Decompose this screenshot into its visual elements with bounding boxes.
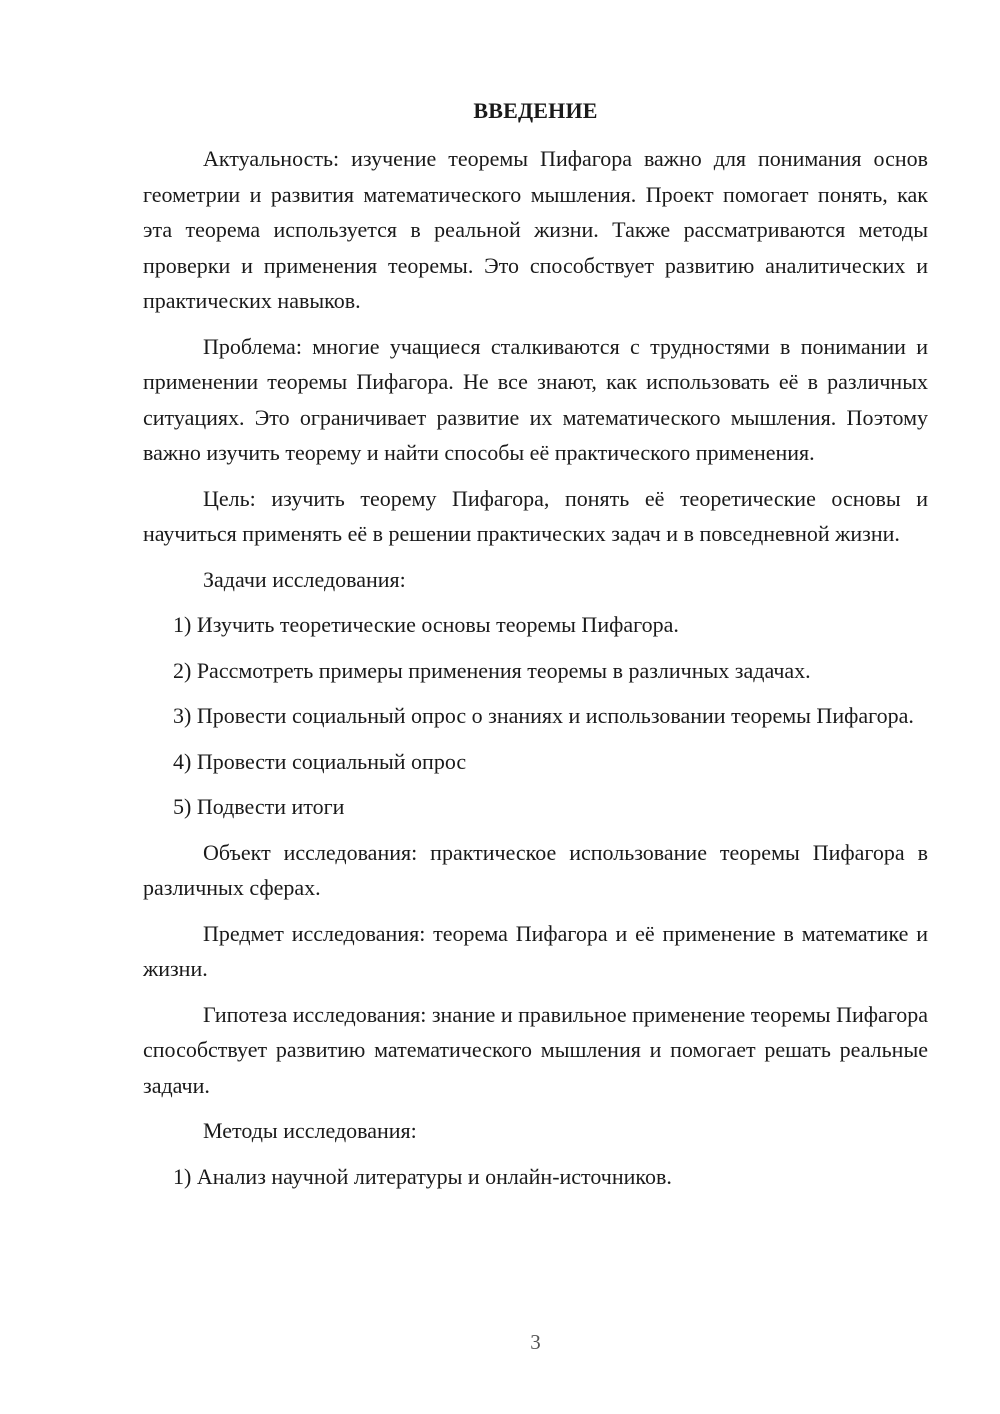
object-paragraph: Объект исследования: практическое использование теоремы Пифагора в различных сферах. [143,839,928,900]
task-item-2: 2) Рассмотреть примеры применения теоремы в различных задачах. [173,657,811,683]
document-body [143,141,928,1204]
tasks-heading: Задачи исследования: [203,566,406,592]
task-item-5: 5) Подвести итоги [173,794,345,819]
document-page [143,0,928,1414]
problem-paragraph: Проблема: многие учащиеся сталкиваются с трудностями в понимании и применении теоремы Пифагора. Не все знают, как использовать её в различных ситуациях. Это ограничивает развитие их математического мышления. Поэтому важно изучить теорему и найти способы её практического применения. [143,333,928,465]
task-item-1: 1) Изучить теоретические основы теоремы Пифагора. [173,612,679,637]
hypothesis-paragraph: Гипотеза исследования: знание и правильное применение теоремы Пифагора способствует развитию математического мышления и помогает решать реальные задачи. [143,1001,929,1098]
method-item-1: 1) Анализ научной литературы и онлайн-источников. [173,1163,672,1189]
task-item-3: 3) Провести социальный опрос о знаниях и использовании теоремы Пифагора. [173,703,914,728]
page-number: 3 [530,1330,541,1354]
relevance-paragraph: Актуальность: изучение теоремы Пифагора важно для понимания основ геометрии и развития математического мышления. Проект помогает понять, как эта теорема используется в реальной жизни. Также рассматриваются методы проверки и применения теоремы. Это способствует развитию аналитических и практических навыков. [143,146,928,313]
goal-paragraph: Цель: изучить теорему Пифагора, понять её теоретические основы и научиться применять её в решении практических задач и в повседневной жизни. [143,485,928,546]
methods-heading: Методы исследования: [203,1118,417,1143]
subject-paragraph: Предмет исследования: теорема Пифагора и её применение в математике и жизни. [143,920,928,981]
task-item-4: 4) Провести социальный опрос [173,748,467,774]
page-title: ВВЕДЕНИЕ [473,98,598,123]
